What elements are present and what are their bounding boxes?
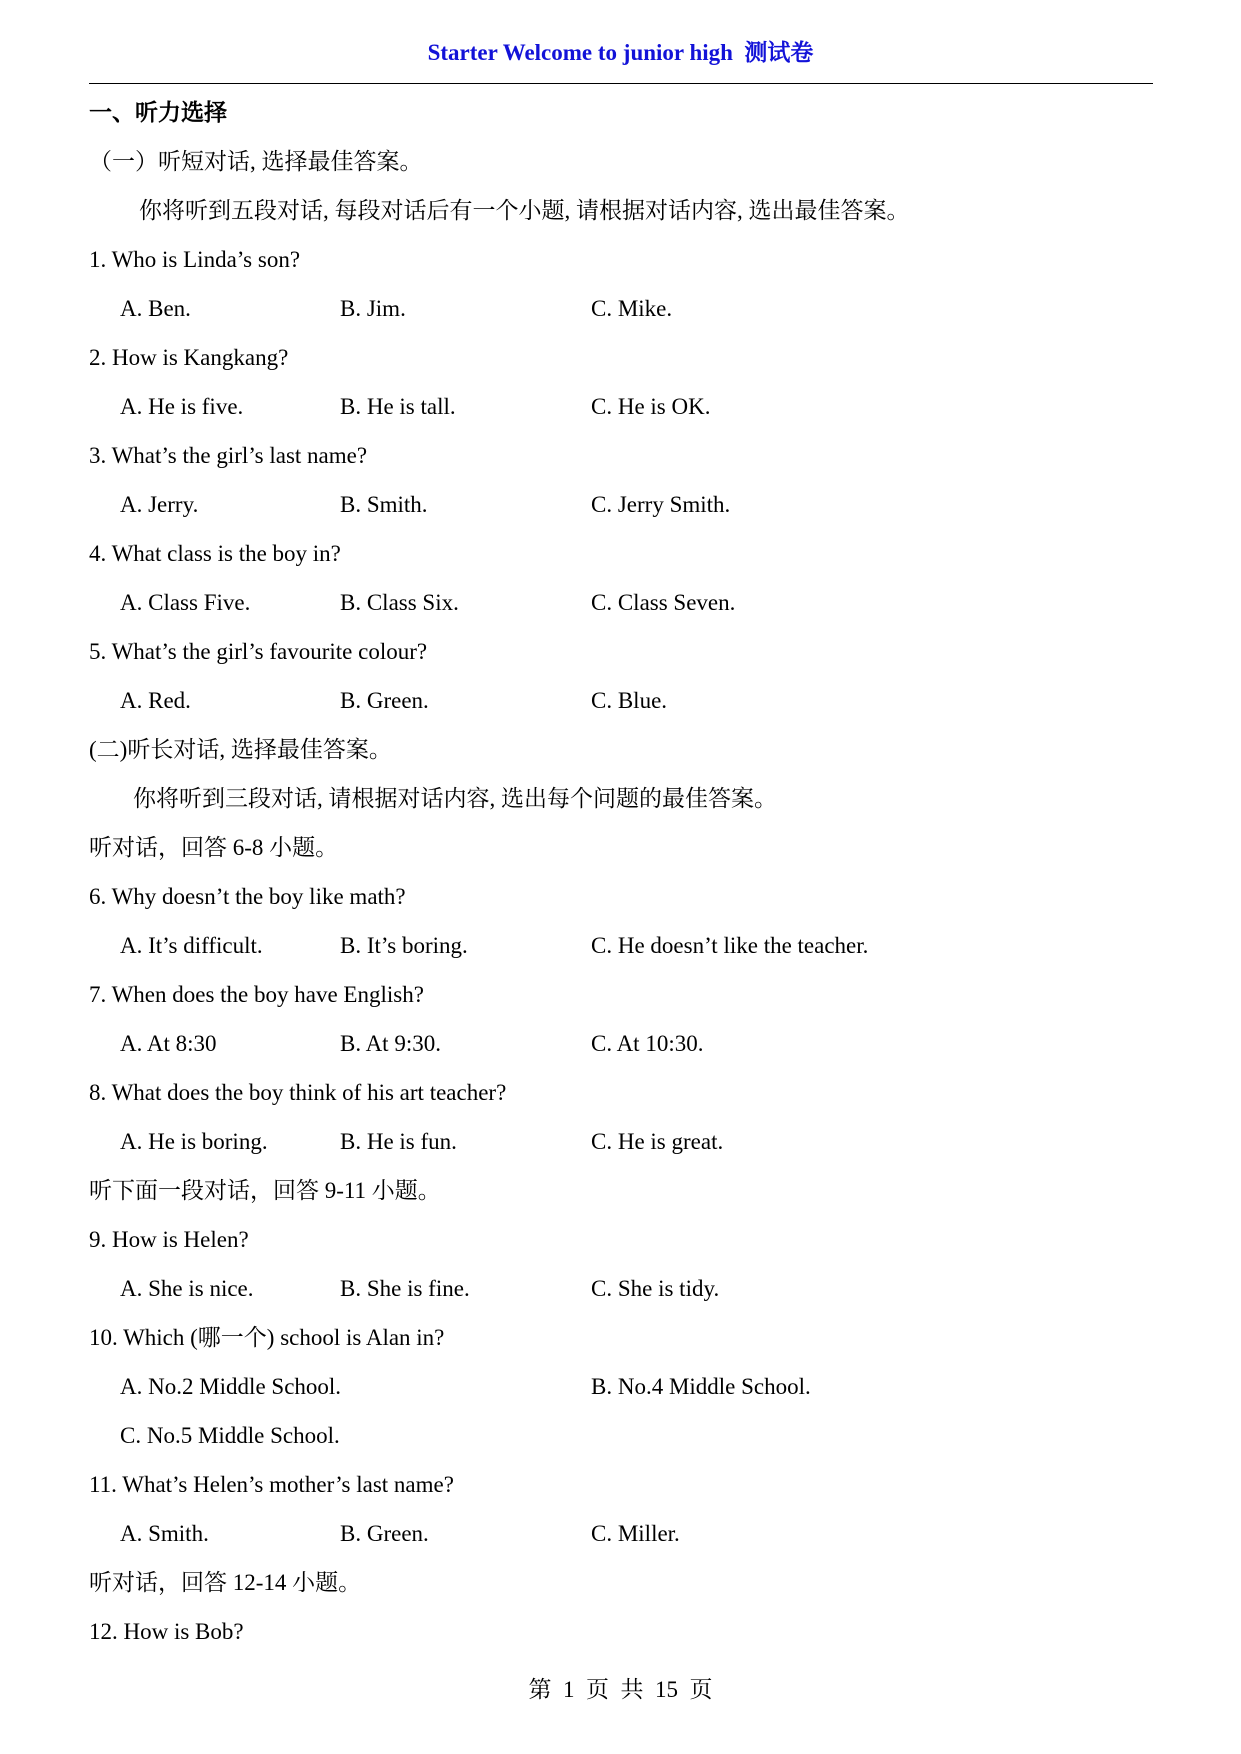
option-row xyxy=(89,1024,1153,1073)
question-stem: 6. Why doesn’t the boy like math? xyxy=(89,884,406,909)
document-body xyxy=(89,93,1153,1661)
option-c: C. Mike. xyxy=(591,296,673,321)
option-row xyxy=(89,1122,1153,1171)
option-c: C. He doesn’t like the teacher. xyxy=(591,933,869,958)
document-title: Starter Welcome to junior high 测试卷 xyxy=(427,40,814,65)
option-row xyxy=(89,1416,1153,1465)
question-stem: 12. How is Bob? xyxy=(89,1619,244,1644)
option-a: A. No.2 Middle School. xyxy=(120,1374,342,1399)
option-row xyxy=(89,926,1153,975)
option-row xyxy=(89,485,1153,534)
section-heading: 一、听力选择 xyxy=(89,100,227,125)
option-a: A. She is nice. xyxy=(120,1276,254,1301)
option-a: A. Ben. xyxy=(120,296,191,321)
option-c: C. Class Seven. xyxy=(591,590,736,615)
question-stem: 2. How is Kangkang? xyxy=(89,345,289,370)
option-c: C. Miller. xyxy=(591,1521,680,1546)
part-title: （一）听短对话, 选择最佳答案。 xyxy=(89,149,423,174)
option-row xyxy=(89,1367,1153,1416)
option-b: B. Class Six. xyxy=(340,590,459,615)
option-row xyxy=(89,289,1153,338)
option-a: A. He is boring. xyxy=(120,1129,268,1154)
page-number: 第 1 页 共 15 页 xyxy=(528,1677,713,1702)
option-b: B. Green. xyxy=(340,688,429,713)
option-b: B. He is fun. xyxy=(340,1129,457,1154)
question-stem: 11. What’s Helen’s mother’s last name? xyxy=(89,1472,454,1497)
option-b: B. At 9:30. xyxy=(340,1031,441,1056)
part-instruction: 你将听到三段对话, 请根据对话内容, 选出每个问题的最佳答案。 xyxy=(133,786,777,811)
option-c: C. At 10:30. xyxy=(591,1031,704,1056)
option-c: C. No.5 Middle School. xyxy=(120,1423,340,1448)
option-row xyxy=(89,387,1153,436)
option-b: B. It’s boring. xyxy=(340,933,468,958)
option-c: C. She is tidy. xyxy=(591,1276,720,1301)
question-stem: 4. What class is the boy in? xyxy=(89,541,341,566)
option-b: B. Jim. xyxy=(340,296,406,321)
option-a: A. Class Five. xyxy=(120,590,251,615)
part-title: (二)听长对话, 选择最佳答案。 xyxy=(89,737,392,762)
option-b: B. No.4 Middle School. xyxy=(591,1374,811,1399)
question-stem: 8. What does the boy think of his art teacher? xyxy=(89,1080,507,1105)
option-row xyxy=(89,1269,1153,1318)
question-group-note: 听对话，回答 6-8 小题。 xyxy=(89,835,339,860)
option-row xyxy=(89,681,1153,730)
question-stem: 9. How is Helen? xyxy=(89,1227,249,1252)
header-rule xyxy=(89,83,1153,84)
option-a: A. Red. xyxy=(120,688,191,713)
question-stem: 7. When does the boy have English? xyxy=(89,982,424,1007)
option-b: B. He is tall. xyxy=(340,394,456,419)
part-instruction: 你将听到五段对话, 每段对话后有一个小题, 请根据对话内容, 选出最佳答案。 xyxy=(139,198,910,223)
option-a: A. Jerry. xyxy=(120,492,199,517)
question-stem: 3. What’s the girl’s last name? xyxy=(89,443,368,468)
option-c: C. Jerry Smith. xyxy=(591,492,731,517)
question-group-note: 听下面一段对话，回答 9-11 小题。 xyxy=(89,1178,441,1203)
option-b: B. Smith. xyxy=(340,492,428,517)
question-group-note: 听对话，回答 12-14 小题。 xyxy=(89,1570,362,1595)
option-c: C. He is great. xyxy=(591,1129,724,1154)
question-stem: 10. Which (哪一个) school is Alan in? xyxy=(89,1325,445,1350)
option-a: A. Smith. xyxy=(120,1521,209,1546)
option-b: B. Green. xyxy=(340,1521,429,1546)
option-a: A. It’s difficult. xyxy=(120,933,263,958)
option-c: C. He is OK. xyxy=(591,394,711,419)
option-c: C. Blue. xyxy=(591,688,668,713)
question-stem: 1. Who is Linda’s son? xyxy=(89,247,301,272)
option-row xyxy=(89,583,1153,632)
question-stem: 5. What’s the girl’s favourite colour? xyxy=(89,639,428,664)
option-b: B. She is fine. xyxy=(340,1276,470,1301)
option-a: A. He is five. xyxy=(120,394,244,419)
option-row xyxy=(89,1514,1153,1563)
option-a: A. At 8:30 xyxy=(120,1031,217,1056)
